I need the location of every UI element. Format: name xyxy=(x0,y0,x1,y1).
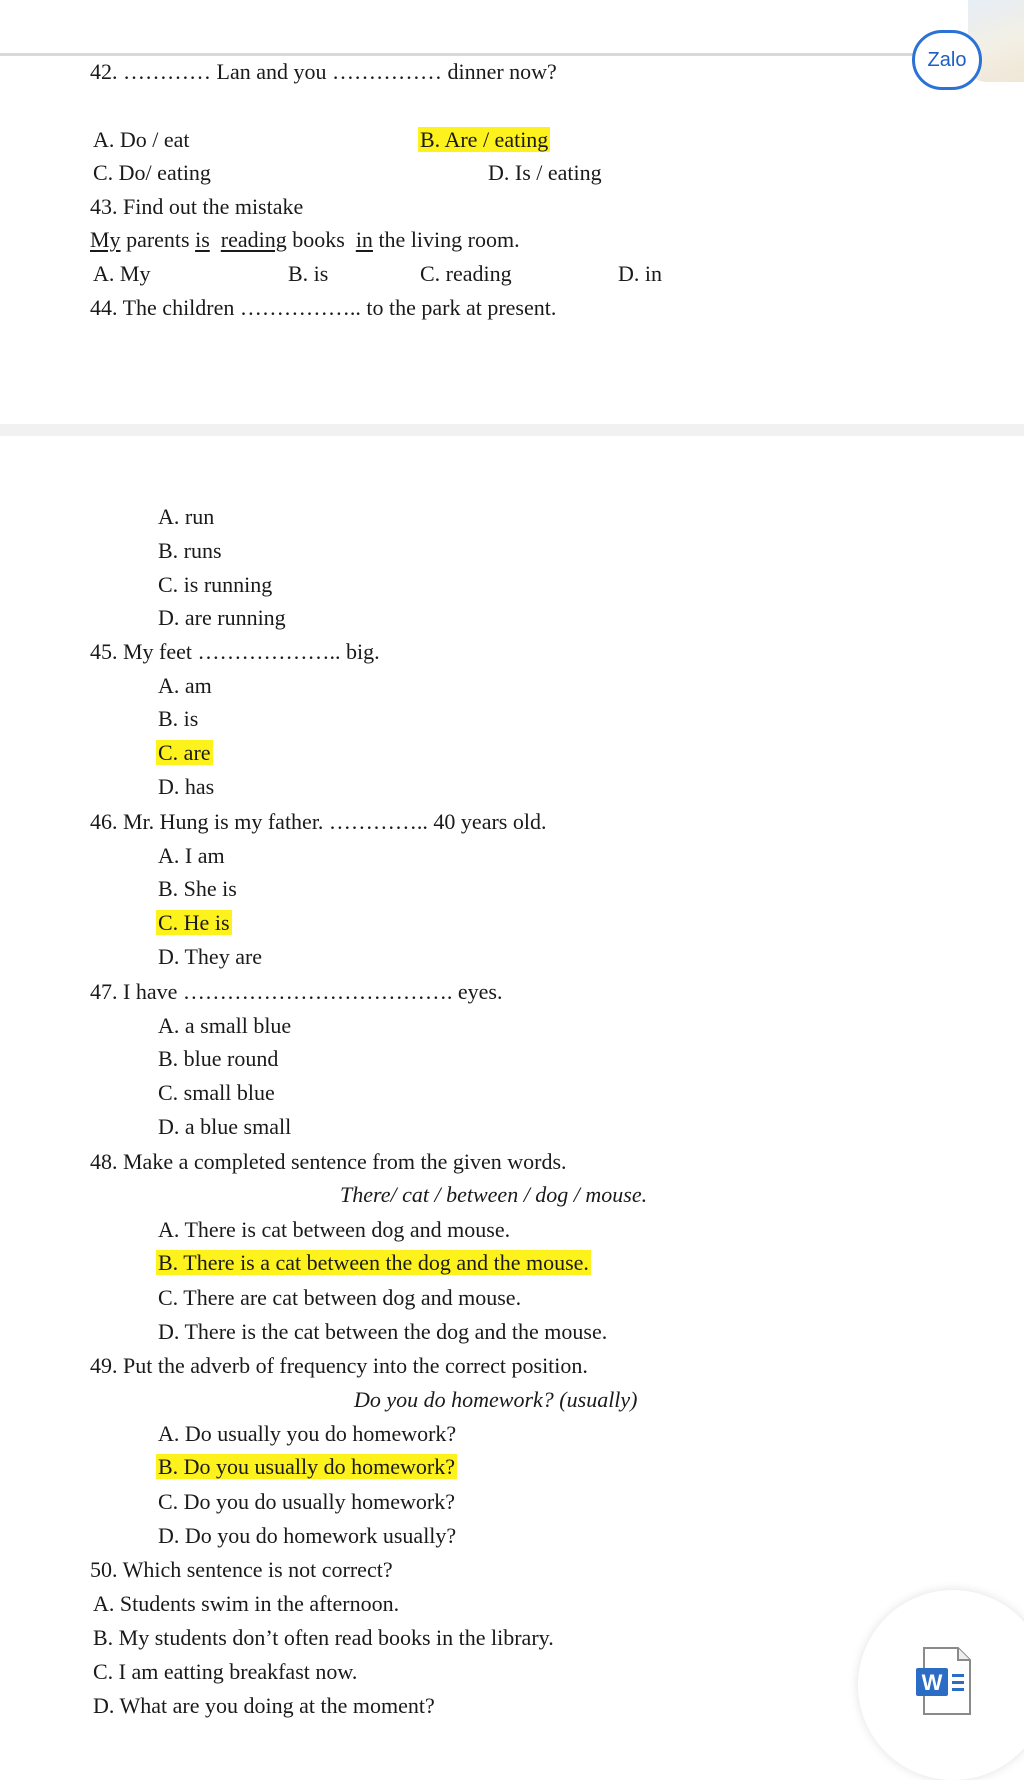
q42-option-d: D. Is / eating xyxy=(488,160,602,185)
q43-word-is: is xyxy=(195,227,210,252)
q47-stem: 47. I have ………………………………. eyes. xyxy=(90,979,503,1004)
q46-option-a: A. I am xyxy=(158,843,225,868)
q50-option-a: A. Students swim in the afternoon. xyxy=(93,1591,400,1616)
q48-option-b: B. There is a cat between the dog and the mouse. xyxy=(158,1250,589,1275)
q42-option-c: C. Do/ eating xyxy=(93,160,211,185)
q48-option-a: A. There is cat between dog and mouse. xyxy=(158,1217,511,1242)
q48-stem: 48. Make a completed sentence from the given words. xyxy=(90,1149,567,1174)
q44-option-d: D. are running xyxy=(158,605,286,630)
zalo-label: Zalo xyxy=(927,48,967,71)
q43-word-in: in xyxy=(355,227,373,252)
q43-word-rest: the living room. xyxy=(378,227,520,252)
q42-option-b: B. Are / eating xyxy=(420,127,549,152)
q47-option-d: D. a blue small xyxy=(158,1114,292,1139)
q43-word-books: books xyxy=(292,227,345,252)
document-page-2 xyxy=(0,436,1024,1752)
q48-option-c: C. There are cat between dog and mouse. xyxy=(158,1285,522,1310)
q44-option-a: A. run xyxy=(158,504,215,529)
q44-option-c: C. is running xyxy=(158,572,273,597)
q50-option-b: B. My students don’t often read books in the library. xyxy=(93,1625,554,1650)
zalo-button[interactable] xyxy=(912,30,982,90)
q49-prompt: Do you do homework? (usually) xyxy=(354,1387,638,1412)
q45-option-b: B. is xyxy=(158,706,199,731)
q49-option-a: A. Do usually you do homework? xyxy=(158,1421,457,1446)
q43-word-parents: parents xyxy=(126,227,190,252)
q42-stem: 42. ………… Lan and you …………… dinner now? xyxy=(90,59,557,84)
q50-option-c: C. I am eatting breakfast now. xyxy=(93,1659,358,1684)
word-document-icon[interactable] xyxy=(908,1644,980,1720)
word-icon-letter: W xyxy=(921,1670,943,1695)
q48-option-d: D. There is the cat between the dog and the mouse. xyxy=(158,1319,608,1344)
q47-option-a: A. a small blue xyxy=(158,1013,292,1038)
q49-option-c: C. Do you do usually homework? xyxy=(158,1489,455,1514)
q46-stem: 46. Mr. Hung is my father. ………….. 40 years old. xyxy=(90,809,547,834)
q43-option-a: A. My xyxy=(93,261,151,286)
q47-option-b: B. blue round xyxy=(158,1046,279,1071)
q43-option-b: B. is xyxy=(288,261,329,286)
q44-option-b: B. runs xyxy=(158,538,222,563)
q42-option-a: A. Do / eat xyxy=(93,127,190,152)
page-top-divider xyxy=(0,53,1024,56)
q49-stem: 49. Put the adverb of frequency into the correct position. xyxy=(90,1353,588,1378)
q48-prompt: There/ cat / between / dog / mouse. xyxy=(340,1182,648,1207)
q50-stem: 50. Which sentence is not correct? xyxy=(90,1557,393,1582)
q50-option-d: D. What are you doing at the moment? xyxy=(93,1693,435,1718)
q43-word-reading: reading xyxy=(220,227,287,252)
q49-option-d: D. Do you do homework usually? xyxy=(158,1523,457,1548)
q43-word-my: My xyxy=(90,227,121,252)
q46-option-c: C. He is xyxy=(158,910,230,935)
q47-option-c: C. small blue xyxy=(158,1080,275,1105)
q43-stem: 43. Find out the mistake xyxy=(90,194,304,219)
q43-sentence xyxy=(90,226,520,254)
q45-option-a: A. am xyxy=(158,673,212,698)
q43-option-c: C. reading xyxy=(420,261,512,286)
q46-option-d: D. They are xyxy=(158,944,263,969)
q43-option-d: D. in xyxy=(618,261,662,286)
q45-option-d: D. has xyxy=(158,774,215,799)
q46-option-b: B. She is xyxy=(158,876,237,901)
q45-stem: 45. My feet ……………….. big. xyxy=(90,639,380,664)
q49-option-b: B. Do you usually do homework? xyxy=(158,1454,455,1479)
q45-option-c: C. are xyxy=(158,740,211,765)
q44-stem: 44. The children …………….. to the park at present. xyxy=(90,295,557,320)
